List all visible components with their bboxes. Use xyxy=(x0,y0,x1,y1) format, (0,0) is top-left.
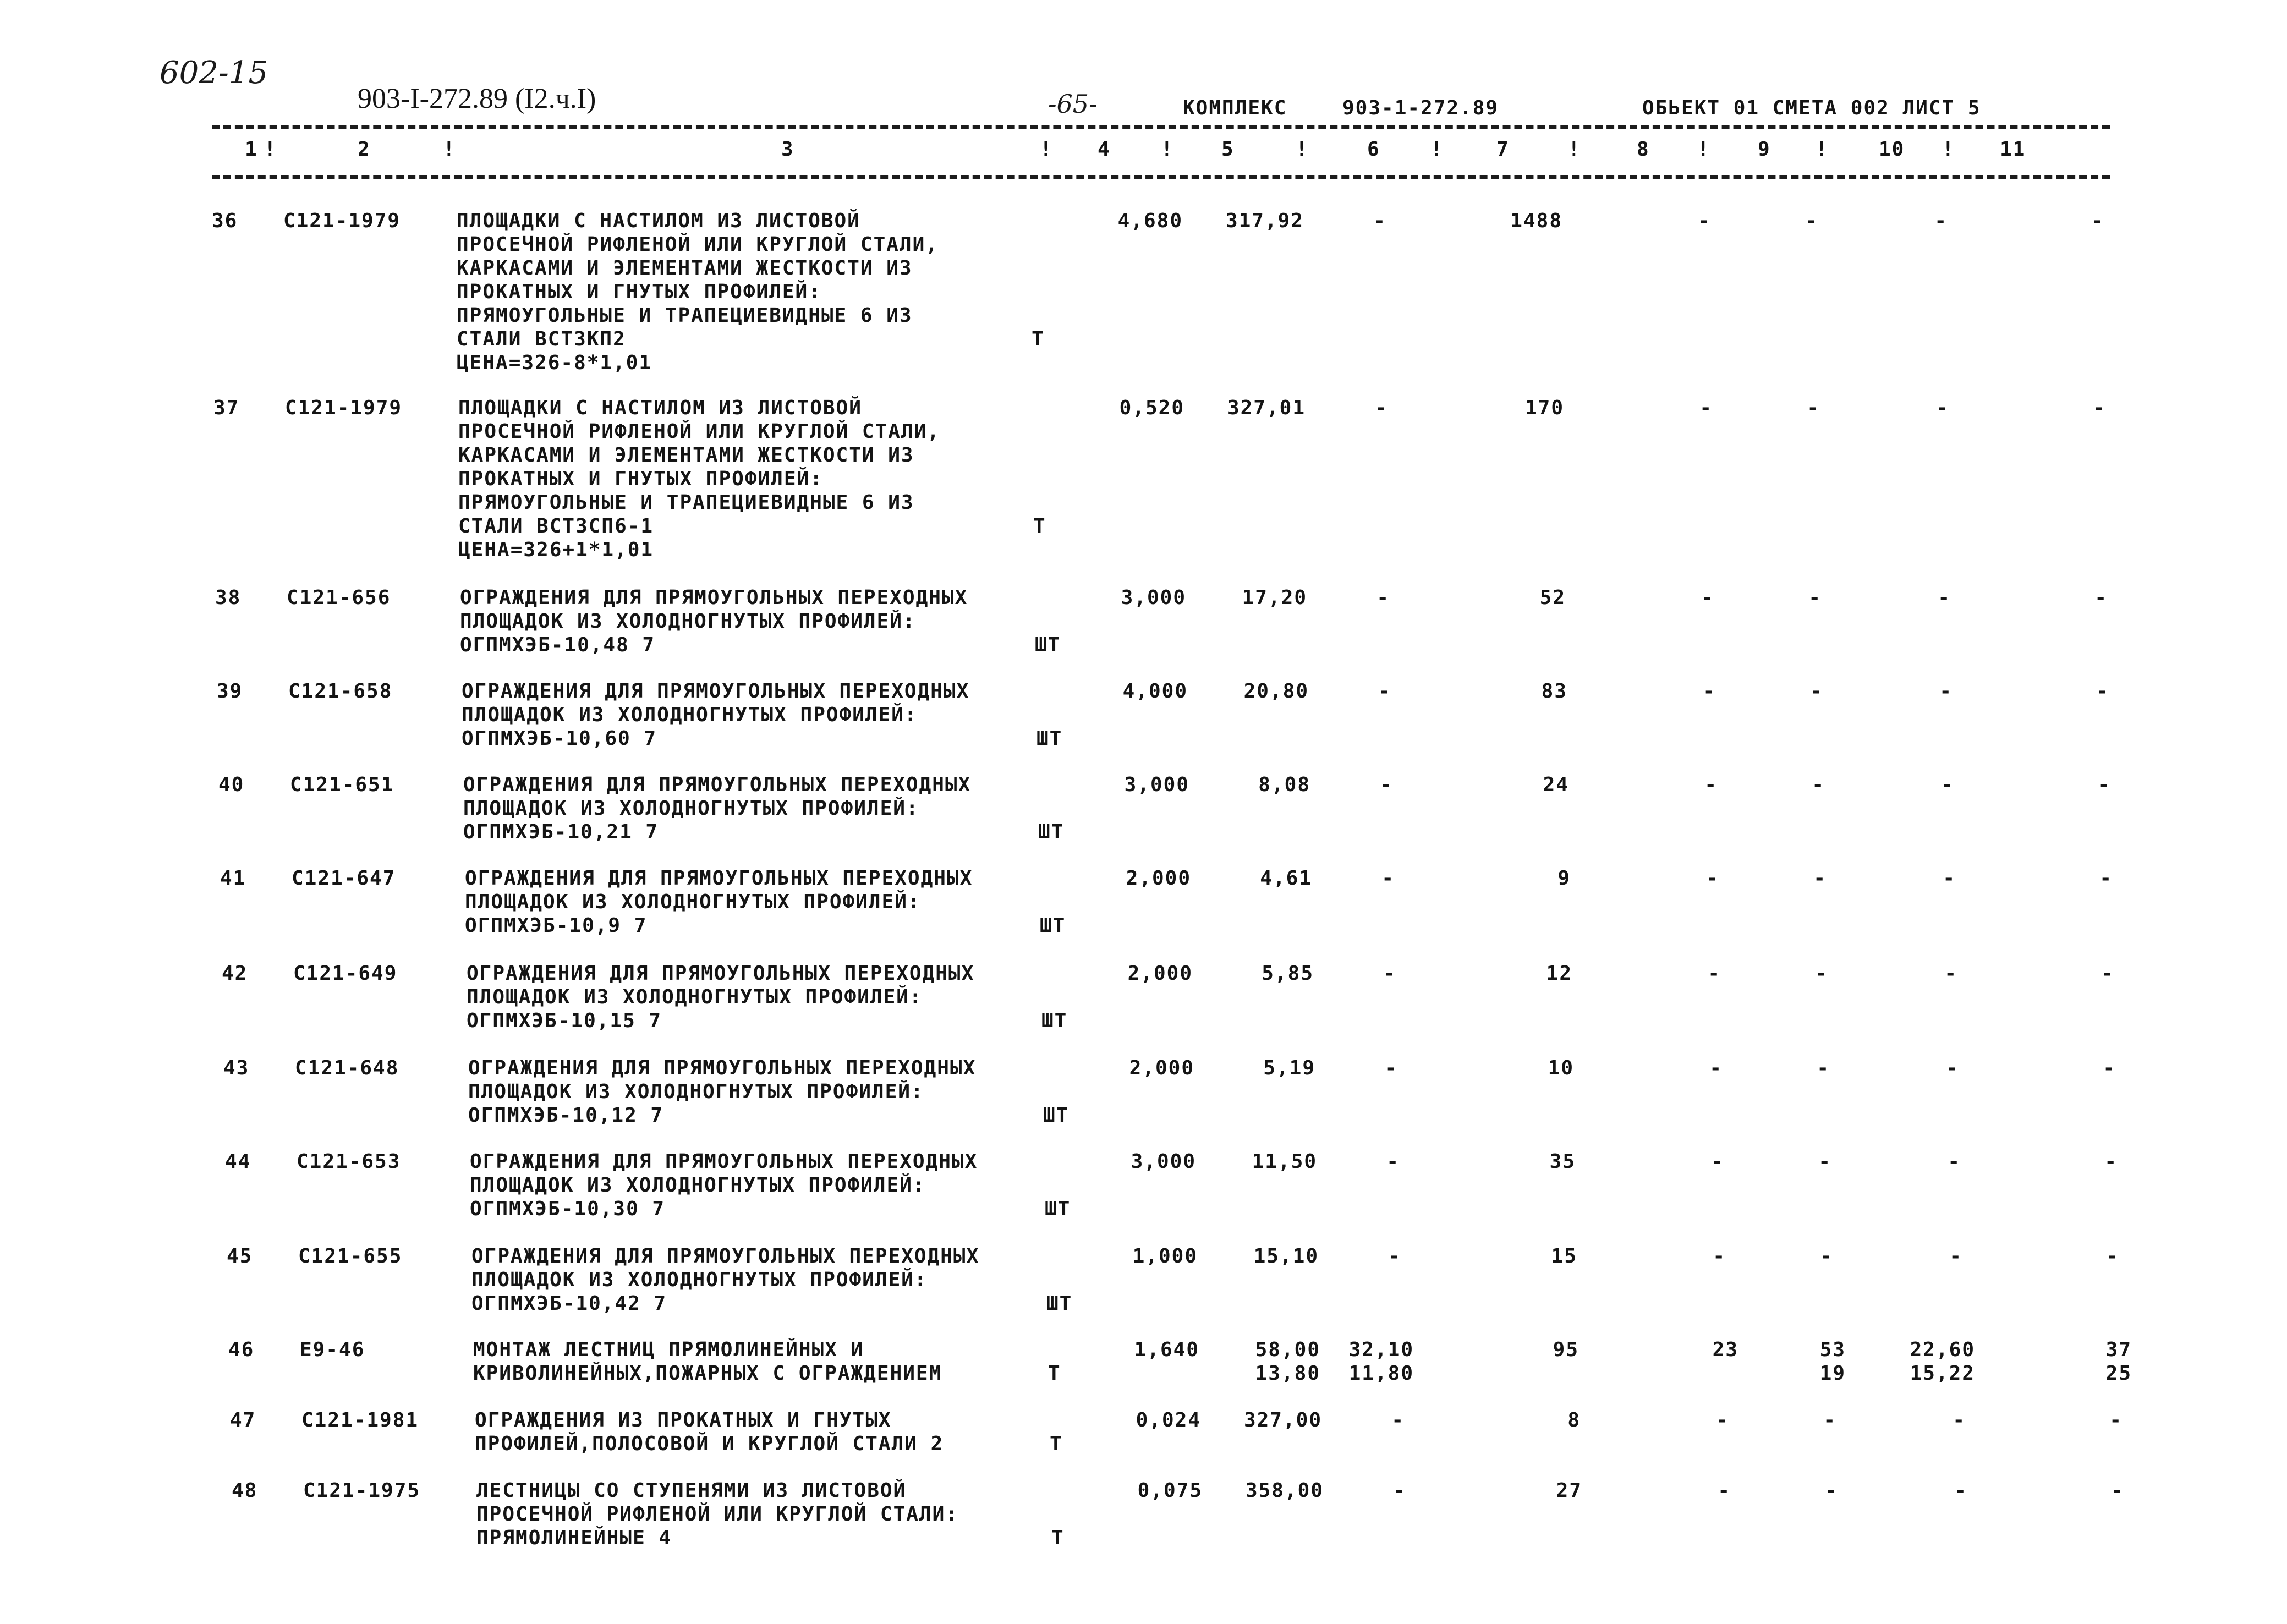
unit-of-measure: ШТ xyxy=(1045,1198,1071,1220)
col-9: - xyxy=(1810,680,1823,703)
unit-price: 20,80 xyxy=(1243,680,1309,703)
column-separator: ! xyxy=(1161,138,1174,161)
col-10: - xyxy=(1936,397,1949,419)
page-number: -65- xyxy=(1048,89,1098,119)
column-number-1: 1 xyxy=(245,138,258,161)
col-6: - xyxy=(1381,867,1395,890)
col-10: - xyxy=(1953,1409,1966,1431)
description-line: ОГРАЖДЕНИЯ ДЛЯ ПРЯМОУГОЛЬНЫХ ПЕРЕХОДНЫХ xyxy=(463,773,972,796)
col-8: - xyxy=(1711,1150,1724,1173)
description-line: ОГРАЖДЕНИЯ ИЗ ПРОКАТНЫХ И ГНУТЫХ xyxy=(475,1409,892,1431)
col-10-second-line: 15,22 xyxy=(1910,1362,1975,1385)
description-line: СТАЛИ ВСТ3КП2 xyxy=(457,328,626,350)
description-line: ОГРАЖДЕНИЯ ДЛЯ ПРЯМОУГОЛЬНЫХ ПЕРЕХОДНЫХ xyxy=(471,1245,980,1268)
description-line: ПЛОЩАДОК ИЗ ХОЛОДНОГНУТЫХ ПРОФИЛЕЙ: xyxy=(462,704,918,726)
col-8: - xyxy=(1701,586,1714,609)
row-number: 44 xyxy=(225,1150,251,1173)
description-line: ЦЕНА=326-8*1,01 xyxy=(457,352,652,374)
description-line: ОГПМХЭБ-10,30 7 xyxy=(470,1198,666,1220)
price-code: C121-658 xyxy=(288,680,393,703)
document-code: 903-I-272.89 (I2.ч.I) xyxy=(358,83,596,114)
col-9: - xyxy=(1808,586,1822,609)
unit-of-measure: Т xyxy=(1051,1527,1065,1549)
description-line: ОГПМХЭБ-10,42 7 xyxy=(471,1292,667,1315)
unit-of-measure: ШТ xyxy=(1041,1009,1068,1032)
unit-price: 15,10 xyxy=(1253,1245,1319,1268)
unit-price: 317,92 xyxy=(1225,210,1304,232)
col-11: - xyxy=(2099,867,2113,890)
column-separator: ! xyxy=(1430,138,1444,161)
column-number-5: 5 xyxy=(1221,138,1235,161)
quantity: 3,000 xyxy=(1124,773,1189,796)
description-line: ПЛОЩАДОК ИЗ ХОЛОДНОГНУТЫХ ПРОФИЛЕЙ: xyxy=(470,1174,926,1197)
col-6: - xyxy=(1388,1245,1401,1268)
col-11: - xyxy=(2103,1057,2116,1079)
col-10: - xyxy=(1948,1150,1961,1173)
object-estimate-sheet: ОБЬЕКТ 01 СМЕТА 002 ЛИСТ 5 xyxy=(1642,97,1981,119)
col-10: - xyxy=(1946,1057,1959,1079)
description-line: ОГРАЖДЕНИЯ ДЛЯ ПРЯМОУГОЛЬНЫХ ПЕРЕХОДНЫХ xyxy=(467,962,975,985)
unit-price: 11,50 xyxy=(1252,1150,1317,1173)
complex-value: 903-1-272.89 xyxy=(1342,97,1499,119)
unit-of-measure: Т xyxy=(1048,1362,1061,1385)
unit-of-measure: ШТ xyxy=(1036,727,1063,750)
col-8: - xyxy=(1706,867,1719,890)
column-separator: ! xyxy=(443,138,456,161)
column-separator: ! xyxy=(264,138,277,161)
column-number-7: 7 xyxy=(1496,138,1510,161)
quantity: 1,640 xyxy=(1134,1338,1199,1361)
column-number-9: 9 xyxy=(1758,138,1771,161)
col-9: - xyxy=(1825,1479,1838,1502)
total-cost: 35 xyxy=(1549,1150,1576,1173)
price-code: C121-656 xyxy=(287,586,391,609)
description-line: ПРОКАТНЫХ И ГНУТЫХ ПРОФИЛЕЙ: xyxy=(457,281,821,303)
col-6: - xyxy=(1373,210,1386,232)
unit-of-measure: Т xyxy=(1050,1433,1063,1455)
quantity: 1,000 xyxy=(1132,1245,1198,1268)
handwritten-note: 602-15 xyxy=(160,55,268,91)
quantity: 0,075 xyxy=(1137,1479,1203,1502)
col-11: 37 xyxy=(2105,1338,2132,1361)
col-8: - xyxy=(1718,1479,1731,1502)
total-cost: 83 xyxy=(1541,680,1567,703)
unit-price: 4,61 xyxy=(1260,867,1312,890)
header-rule-top xyxy=(212,125,2110,129)
unit-of-measure: ШТ xyxy=(1035,634,1061,656)
col-11: - xyxy=(2109,1409,2123,1431)
unit-price: 327,00 xyxy=(1243,1409,1322,1431)
row-number: 36 xyxy=(212,210,238,232)
col-10: - xyxy=(1944,962,1957,985)
description-line: КРИВОЛИНЕЙНЫХ,ПОЖАРНЫХ С ОГРАЖДЕНИЕМ xyxy=(473,1362,942,1385)
column-separator: ! xyxy=(1568,138,1581,161)
column-separator: ! xyxy=(1697,138,1710,161)
column-number-3: 3 xyxy=(781,138,794,161)
price-code: C121-1979 xyxy=(283,210,401,232)
price-code: C121-647 xyxy=(292,867,396,890)
col-10: - xyxy=(1938,586,1951,609)
col-8: - xyxy=(1704,773,1718,796)
quantity: 4,000 xyxy=(1122,680,1188,703)
total-cost: 9 xyxy=(1557,867,1571,890)
row-number: 38 xyxy=(215,586,242,609)
unit-of-measure: ШТ xyxy=(1038,821,1065,843)
column-number-6: 6 xyxy=(1367,138,1380,161)
price-code: C121-1979 xyxy=(285,397,403,419)
quantity: 0,520 xyxy=(1119,397,1184,419)
total-cost: 27 xyxy=(1556,1479,1582,1502)
description-line: ПЛОЩАДОК ИЗ ХОЛОДНОГНУТЫХ ПРОФИЛЕЙ: xyxy=(460,610,916,633)
col-8: - xyxy=(1708,962,1721,985)
price-code: C121-648 xyxy=(295,1057,399,1079)
description-line: ПРОСЕЧНОЙ РИФЛЕНОЙ ИЛИ КРУГЛОЙ СТАЛИ, xyxy=(457,233,939,256)
total-cost: 1488 xyxy=(1510,210,1562,232)
unit-price: 5,85 xyxy=(1262,962,1314,985)
unit-price: 8,08 xyxy=(1258,773,1310,796)
total-cost: 24 xyxy=(1543,773,1569,796)
description-line: ЦЕНА=326+1*1,01 xyxy=(458,539,654,561)
column-separator: ! xyxy=(1296,138,1309,161)
col-8: - xyxy=(1698,210,1711,232)
unit-price: 58,00 xyxy=(1255,1338,1320,1361)
description-line: КАРКАСАМИ И ЭЛЕМЕНТАМИ ЖЕСТКОСТИ ИЗ xyxy=(458,444,914,467)
row-number: 48 xyxy=(232,1479,258,1502)
unit-of-measure: ШТ xyxy=(1043,1104,1070,1127)
col-10: - xyxy=(1934,210,1948,232)
description-line: ПРОФИЛЕЙ,ПОЛОСОВОЙ И КРУГЛОЙ СТАЛИ 2 xyxy=(475,1433,944,1455)
column-number-2: 2 xyxy=(358,138,371,161)
col-6-second-line: 11,80 xyxy=(1348,1362,1414,1385)
col-6: - xyxy=(1385,1057,1398,1079)
price-code: C121-653 xyxy=(297,1150,401,1173)
col-11: - xyxy=(2091,210,2104,232)
total-cost: 52 xyxy=(1539,586,1566,609)
total-cost: 15 xyxy=(1551,1245,1577,1268)
col-10: - xyxy=(1941,773,1954,796)
total-cost: 8 xyxy=(1567,1409,1581,1431)
quantity: 0,024 xyxy=(1136,1409,1201,1431)
description-line: ОГПМХЭБ-10,9 7 xyxy=(465,914,648,937)
col-9: - xyxy=(1813,867,1827,890)
col-9: - xyxy=(1812,773,1825,796)
col-6: - xyxy=(1383,962,1396,985)
col-10: - xyxy=(1943,867,1956,890)
col-11: - xyxy=(2101,962,2114,985)
unit-of-measure: ШТ xyxy=(1040,914,1066,937)
col-9-second-line: 19 xyxy=(1819,1362,1846,1385)
description-line: ПРЯМОЛИНЕЙНЫЕ 4 xyxy=(476,1527,672,1549)
description-line: ОГПМХЭБ-10,60 7 xyxy=(462,727,657,750)
unit-price-second-line: 13,80 xyxy=(1255,1362,1320,1385)
description-line: МОНТАЖ ЛЕСТНИЦ ПРЯМОЛИНЕЙНЫХ И xyxy=(473,1338,864,1361)
col-10: - xyxy=(1949,1245,1962,1268)
quantity: 2,000 xyxy=(1126,867,1191,890)
description-line: ПЛОЩАДКИ С НАСТИЛОМ ИЗ ЛИСТОВОЙ xyxy=(457,210,860,232)
total-cost: 170 xyxy=(1524,397,1564,419)
total-cost: 95 xyxy=(1553,1338,1579,1361)
col-9: - xyxy=(1823,1409,1836,1431)
quantity: 4,680 xyxy=(1117,210,1183,232)
quantity: 2,000 xyxy=(1127,962,1193,985)
col-11-second-line: 25 xyxy=(2105,1362,2132,1385)
col-9: - xyxy=(1817,1057,1830,1079)
col-8: 23 xyxy=(1712,1338,1738,1361)
col-6: - xyxy=(1386,1150,1400,1173)
description-line: КАРКАСАМИ И ЭЛЕМЕНТАМИ ЖЕСТКОСТИ ИЗ xyxy=(457,257,913,279)
col-11: - xyxy=(2106,1245,2119,1268)
unit-of-measure: ШТ xyxy=(1046,1292,1073,1315)
row-number: 46 xyxy=(228,1338,255,1361)
unit-price: 327,01 xyxy=(1227,397,1306,419)
description-line: ПРОСЕЧНОЙ РИФЛЕНОЙ ИЛИ КРУГЛОЙ СТАЛИ, xyxy=(458,420,940,443)
column-number-11: 11 xyxy=(2000,138,2026,161)
col-8: - xyxy=(1703,680,1716,703)
col-8: - xyxy=(1716,1409,1729,1431)
row-number: 43 xyxy=(223,1057,250,1079)
price-code: C121-1981 xyxy=(301,1409,419,1431)
description-line: ОГРАЖДЕНИЯ ДЛЯ ПРЯМОУГОЛЬНЫХ ПЕРЕХОДНЫХ xyxy=(465,867,973,890)
description-line: ПЛОЩАДОК ИЗ ХОЛОДНОГНУТЫХ ПРОФИЛЕЙ: xyxy=(471,1269,928,1291)
row-number: 40 xyxy=(218,773,245,796)
col-11: - xyxy=(2093,397,2106,419)
description-line: ПЛОЩАДОК ИЗ ХОЛОДНОГНУТЫХ ПРОФИЛЕЙ: xyxy=(463,797,919,820)
complex-label: КОМПЛЕКС xyxy=(1183,97,1287,119)
column-number-10: 10 xyxy=(1879,138,1905,161)
row-number: 41 xyxy=(220,867,246,890)
col-9: - xyxy=(1815,962,1828,985)
col-10: - xyxy=(1939,680,1953,703)
col-8: - xyxy=(1709,1057,1723,1079)
header-rule-bottom xyxy=(212,175,2110,179)
unit-price: 17,20 xyxy=(1242,586,1307,609)
column-number-4: 4 xyxy=(1098,138,1111,161)
description-line: ОГПМХЭБ-10,48 7 xyxy=(460,634,656,656)
description-line: ОГПМХЭБ-10,15 7 xyxy=(467,1009,662,1032)
row-number: 39 xyxy=(217,680,243,703)
col-11: - xyxy=(2104,1150,2118,1173)
price-code: C121-649 xyxy=(293,962,398,985)
col-6: - xyxy=(1393,1479,1406,1502)
description-line: ПРЯМОУГОЛЬНЫЕ И ТРАПЕЦИЕВИДНЫЕ 6 ИЗ xyxy=(457,304,913,327)
description-line: ПЛОЩАДОК ИЗ ХОЛОДНОГНУТЫХ ПРОФИЛЕЙ: xyxy=(468,1080,924,1103)
col-8: - xyxy=(1699,397,1713,419)
price-code: C121-1975 xyxy=(303,1479,421,1502)
total-cost: 12 xyxy=(1546,962,1572,985)
unit-of-measure: Т xyxy=(1032,328,1045,350)
description-line: ПЛОЩАДОК ИЗ ХОЛОДНОГНУТЫХ ПРОФИЛЕЙ: xyxy=(465,891,921,913)
unit-price: 5,19 xyxy=(1263,1057,1315,1079)
column-separator: ! xyxy=(1040,138,1053,161)
quantity: 3,000 xyxy=(1131,1150,1196,1173)
col-11: - xyxy=(2096,680,2109,703)
col-9: - xyxy=(1820,1245,1833,1268)
description-line: ПРОСЕЧНОЙ РИФЛЕНОЙ ИЛИ КРУГЛОЙ СТАЛИ: xyxy=(476,1503,958,1526)
description-line: ОГРАЖДЕНИЯ ДЛЯ ПРЯМОУГОЛЬНЫХ ПЕРЕХОДНЫХ xyxy=(462,680,970,703)
col-11: - xyxy=(2111,1479,2124,1502)
col-6: - xyxy=(1378,680,1391,703)
quantity: 2,000 xyxy=(1129,1057,1194,1079)
col-6: - xyxy=(1375,397,1388,419)
description-line: ОГПМХЭБ-10,21 7 xyxy=(463,821,659,843)
description-line: ПЛОЩАДОК ИЗ ХОЛОДНОГНУТЫХ ПРОФИЛЕЙ: xyxy=(467,986,923,1008)
total-cost: 10 xyxy=(1548,1057,1574,1079)
price-code: C121-651 xyxy=(290,773,394,796)
column-separator: ! xyxy=(1942,138,1955,161)
row-number: 37 xyxy=(213,397,240,419)
description-line: ОГРАЖДЕНИЯ ДЛЯ ПРЯМОУГОЛЬНЫХ ПЕРЕХОДНЫХ xyxy=(470,1150,978,1173)
col-10: - xyxy=(1954,1479,1967,1502)
row-number: 45 xyxy=(227,1245,253,1268)
unit-of-measure: Т xyxy=(1033,515,1046,537)
description-line: ПРОКАТНЫХ И ГНУТЫХ ПРОФИЛЕЙ: xyxy=(458,468,823,490)
description-line: ОГПМХЭБ-10,12 7 xyxy=(468,1104,664,1127)
col-9: - xyxy=(1818,1150,1831,1173)
description-line: ПЛОЩАДКИ С НАСТИЛОМ ИЗ ЛИСТОВОЙ xyxy=(458,397,862,419)
col-11: - xyxy=(2094,586,2108,609)
col-10: 22,60 xyxy=(1910,1338,1975,1361)
col-9: 53 xyxy=(1819,1338,1846,1361)
col-11: - xyxy=(2098,773,2111,796)
quantity: 3,000 xyxy=(1121,586,1186,609)
description-line: СТАЛИ ВСТ3СП6-1 xyxy=(458,515,654,537)
description-line: ПРЯМОУГОЛЬНЫЕ И ТРАПЕЦИЕВИДНЫЕ 6 ИЗ xyxy=(458,491,914,514)
description-line: ЛЕСТНИЦЫ СО СТУПЕНЯМИ ИЗ ЛИСТОВОЙ xyxy=(476,1479,907,1502)
row-number: 42 xyxy=(222,962,248,985)
description-line: ОГРАЖДЕНИЯ ДЛЯ ПРЯМОУГОЛЬНЫХ ПЕРЕХОДНЫХ xyxy=(460,586,968,609)
price-code: C121-655 xyxy=(298,1245,403,1268)
col-6: 32,10 xyxy=(1348,1338,1414,1361)
unit-price: 358,00 xyxy=(1245,1479,1324,1502)
col-6: - xyxy=(1391,1409,1405,1431)
col-6: - xyxy=(1376,586,1390,609)
column-separator: ! xyxy=(1816,138,1829,161)
row-number: 47 xyxy=(230,1409,256,1431)
column-number-8: 8 xyxy=(1637,138,1650,161)
col-6: - xyxy=(1380,773,1393,796)
col-9: - xyxy=(1805,210,1818,232)
col-8: - xyxy=(1713,1245,1726,1268)
price-code: E9-46 xyxy=(300,1338,365,1361)
col-9: - xyxy=(1807,397,1820,419)
description-line: ОГРАЖДЕНИЯ ДЛЯ ПРЯМОУГОЛЬНЫХ ПЕРЕХОДНЫХ xyxy=(468,1057,977,1079)
